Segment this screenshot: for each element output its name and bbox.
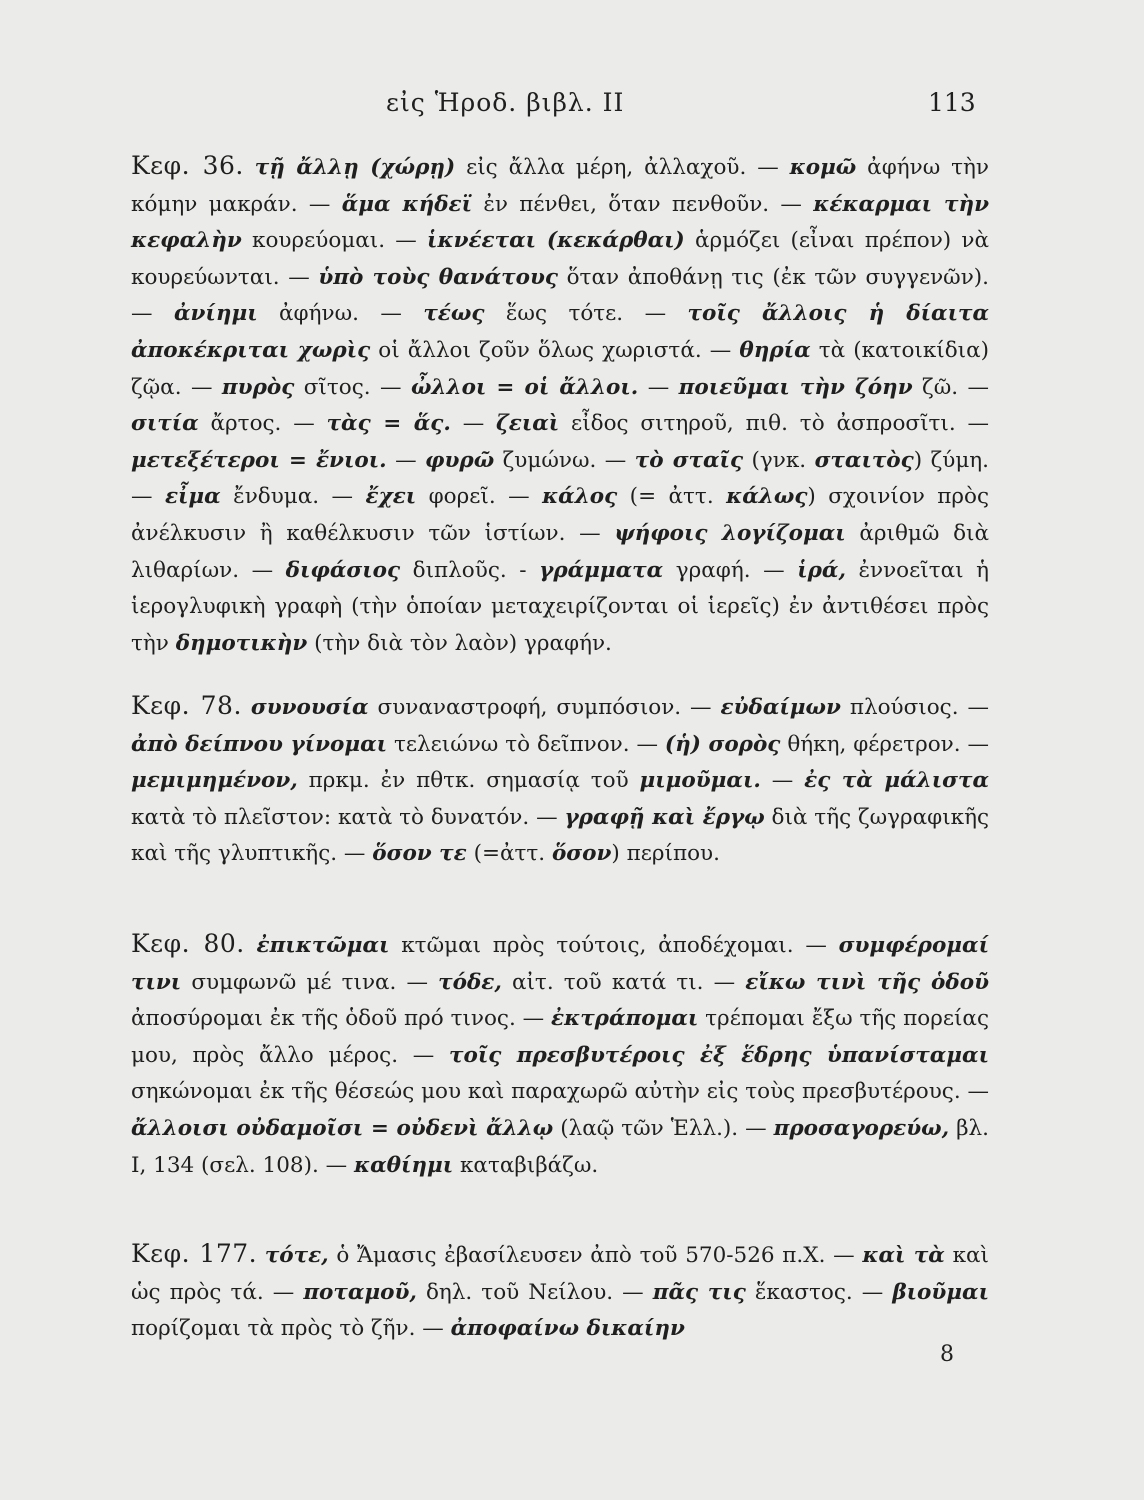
gloss-text: ὅταν ἀποθάνῃ τις (ἐκ τῶν συγγενῶν). — (131, 264, 989, 327)
headword: ὑπὸ τοὺς θανάτους (318, 264, 558, 290)
headword: μιμοῦμαι. (639, 768, 761, 794)
headword: μεμιμημένον, (131, 768, 298, 794)
headword: εὐδαίμων (720, 695, 841, 720)
headword: ἀνίημι (173, 301, 258, 327)
gloss-text: διὰ τῆς ζωγραφικῆς καὶ τῆς γλυπτικῆς. — (131, 804, 990, 867)
gloss-text: ζῶ. — (912, 374, 989, 400)
gloss-text: δηλ. τοῦ Νείλου. — (416, 1279, 653, 1305)
chapter-78-notes (131, 688, 989, 873)
headword: ἄλλοισι οὐδαμοῖσι = οὐδενὶ ἄλλῳ (131, 1115, 554, 1141)
headword: ἐκτράπομαι (551, 1006, 699, 1032)
headword: κάλως (726, 484, 808, 510)
gloss-text: — (760, 768, 805, 794)
headword: ὦλλοι = οἱ ἄλλοι. (410, 374, 639, 400)
headword: τόδε, (438, 969, 502, 995)
gloss-text: πορίζομαι τὰ πρὸς τὸ ζῆν. — (131, 1316, 451, 1342)
headword: κομῶ (789, 155, 857, 180)
headword: τότε, (264, 1243, 329, 1268)
headword: ἀποφαίνω δικαίην (450, 1316, 685, 1342)
gloss-text: σῖτος. — (294, 374, 411, 400)
gloss-text: ) περίπου. (611, 841, 720, 867)
chapter-80-notes (131, 926, 989, 1184)
chapter-label: Κεφ. 177. (131, 1239, 258, 1268)
gloss-text: καταβιβάζω. (453, 1152, 599, 1178)
gloss-text: διπλοῦς. - (400, 557, 540, 583)
gloss-text: τελειώνω τὸ δεῖπνον. — (387, 731, 665, 757)
gloss-text: (=ἀττ. (466, 841, 552, 867)
gloss-text: ὁ Ἄμασις ἐβασίλευσεν ἀπὸ τοῦ 570-526 π.Χ. — (328, 1243, 863, 1268)
chapter-177-notes (131, 1236, 989, 1348)
gloss-text: ) σχοινίον πρὸς ἀνέλκυσιν ἢ καθέλκυσιν τῶν ἱστίων. — (131, 484, 990, 546)
headword: ὅσον τε (372, 841, 467, 867)
headword: συμφέρομαί τινι (131, 933, 989, 995)
gloss-text: τὰ (κατοικίδια) ζῷα. — (131, 337, 989, 400)
gloss-text: ) ζύμη. — (131, 447, 990, 510)
gloss-text: κτῶμαι πρὸς τούτοις, ἀποδέχομαι. — (389, 933, 839, 958)
headword: βιοῦμαι (892, 1279, 989, 1305)
headword: ζειαὶ (496, 411, 560, 437)
gloss-text: πλούσιος. — (840, 695, 989, 720)
gloss-text: ἕκαστος. — (745, 1279, 893, 1305)
gloss-text: ἐν πένθει, ὅταν πενθοῦν. — (472, 191, 814, 217)
gloss-text: ἕως τότε. — (484, 301, 688, 327)
signature-mark: 8 (940, 1342, 954, 1367)
headword: συνουσία (250, 695, 369, 720)
headword: ἐς τὰ μάλιστα (804, 768, 989, 794)
gloss-text: εἶδος σιτηροῦ, πιθ. τὸ ἀσπροσῖτι. — (559, 411, 990, 437)
headword: φυρῶ (425, 447, 495, 473)
page-number: 113 (928, 88, 976, 117)
gloss-text: συναναστροφή, συμπόσιον. — (368, 695, 721, 720)
gloss-text: ἀποσύρομαι ἐκ τῆς ὁδοῦ πρό τινος. — (131, 1006, 552, 1032)
gloss-text: ζυμώνω. — (494, 447, 635, 473)
headword: προσαγορεύω, (773, 1115, 950, 1141)
gloss-text: ἔνδυμα. — (220, 484, 366, 510)
headword: γραφῇ καὶ ἔργῳ (564, 804, 765, 830)
gloss-text: οἱ ἄλλοι ζοῦν ὅλως χωριστά. — (370, 337, 740, 363)
gloss-text: φορεῖ. — (416, 484, 543, 510)
headword: ἀπὸ δείπνου γίνομαι (131, 731, 388, 757)
headword: ὅσον (551, 841, 612, 867)
headword: τὰς = ἅς. (326, 411, 451, 437)
gloss-text: (λαῷ τῶν Ἑλλ.). — (553, 1115, 774, 1141)
headword: διφάσιος (285, 557, 401, 583)
headword: ἔχει (365, 484, 417, 510)
headword: εἴκω τινὶ τῆς ὁδοῦ (745, 969, 989, 995)
headword: κέκαρμαι τὴν κεφαλὴν (131, 191, 990, 254)
headword: ἱκνέεται (κεκάρθαι) (427, 228, 685, 254)
gloss-text: ἁρμόζει (εἶναι πρέπον) νὰ κουρεύωνται. — (131, 228, 989, 290)
gloss-text: καὶ ὡς πρὸς τά. — (131, 1243, 989, 1305)
headword: καὶ τὰ (862, 1243, 945, 1268)
gloss-text: ἀριθμῶ διὰ λιθαρίων. — (131, 520, 989, 583)
gloss-text: (= ἀττ. (617, 484, 727, 510)
gloss-text: πρκμ. ἐν πθτκ. σημασίᾳ τοῦ (297, 768, 640, 794)
running-title: εἰς Ἡροδ. βιβλ. II (386, 88, 625, 117)
gloss-text: (γνκ. (743, 447, 815, 473)
headword: ἐπικτῶμαι (256, 933, 390, 958)
gloss-text: — (638, 374, 679, 400)
headword: πᾶς τις (652, 1279, 746, 1305)
gloss-text: βλ. I, 134 (σελ. 108). — (131, 1115, 990, 1178)
headword: δημοτικὴν (175, 630, 308, 656)
gloss-text: θήκη, φέρετρον. — (780, 731, 990, 757)
headword: θηρία (739, 337, 811, 363)
gloss-text: κουρεύομαι. — (241, 228, 428, 254)
headword: (ἡ) σορὸς (664, 731, 781, 757)
gloss-text: γραφή. — (663, 557, 798, 583)
headword: τοῖς πρεσβυτέροις ἐξ ἕδρης ὑπανίσταμαι (449, 1042, 989, 1068)
gloss-text: σηκώνομαι ἐκ τῆς θέσεώς μου καὶ παραχωρῶ αὐτὴν εἰς τοὺς πρεσβυτέρους. — (131, 1079, 989, 1105)
gloss-text: ἀφήνω τὴν κόμην μακράν. — (131, 155, 989, 217)
headword: γράμματα (539, 557, 664, 583)
chapter-label: Κεφ. 80. (131, 929, 245, 958)
headword: σιτία (131, 411, 199, 437)
headword: ψήφοις λογίζομαι (614, 520, 846, 546)
headword: καθίημι (353, 1152, 454, 1178)
gloss-text: — (450, 411, 497, 437)
gloss-text: αἰτ. τοῦ κατά τι. — (501, 969, 746, 995)
headword: σταιτὸς (814, 447, 914, 473)
headword: κάλος (542, 484, 618, 510)
headword: τῇ ἄλλῃ (χώρῃ) (254, 155, 456, 180)
headword: ἅμα κήδεϊ (341, 191, 473, 217)
gloss-text: συμφωνῶ μέ τινα. — (181, 969, 439, 995)
headword: τέως (423, 301, 485, 327)
gloss-text: τρέπομαι ἔξω τῆς πορείας μου, πρὸς ἄλλο μέρος. — (131, 1006, 989, 1068)
gloss-text: — (386, 447, 426, 473)
chapter-label: Κεφ. 78. (131, 691, 242, 720)
headword: ἱρά, (797, 557, 846, 583)
headword: τὸ σταῖς (634, 447, 744, 473)
headword: τοῖς ἄλλοις ἡ δίαιτα ἀποκέκριται χωρὶς (131, 301, 990, 363)
gloss-text: κατὰ τὸ πλεῖστον: κατὰ τὸ δυνατόν. — (131, 804, 565, 830)
gloss-text: ἐννοεῖται ἡ ἱερογλυφικὴ γραφὴ (τὴν ὁποίαν μεταχειρίζονται οἱ ἱερεῖς) ἐν ἀντιθέσει πρὸς τὴν (131, 557, 989, 656)
gloss-text: (τὴν διὰ τὸν λαὸν) γραφήν. (307, 630, 612, 656)
headword: ποταμοῦ, (303, 1279, 417, 1305)
chapter-label: Κεφ. 36. (131, 151, 244, 180)
gloss-text: εἰς ἄλλα μέρη, ἀλλαχοῦ. — (455, 155, 790, 180)
headword: πυρὸς (221, 374, 295, 400)
headword: εἶμα (164, 484, 221, 510)
gloss-text: ἀφήνω. — (257, 301, 424, 327)
headword: ποιεῦμαι τὴν ζόην (678, 374, 913, 400)
headword: μετεξέτεροι = ἔνιοι. (131, 447, 387, 473)
gloss-text: ἄρτος. — (198, 411, 327, 437)
chapter-36-notes (131, 148, 989, 662)
